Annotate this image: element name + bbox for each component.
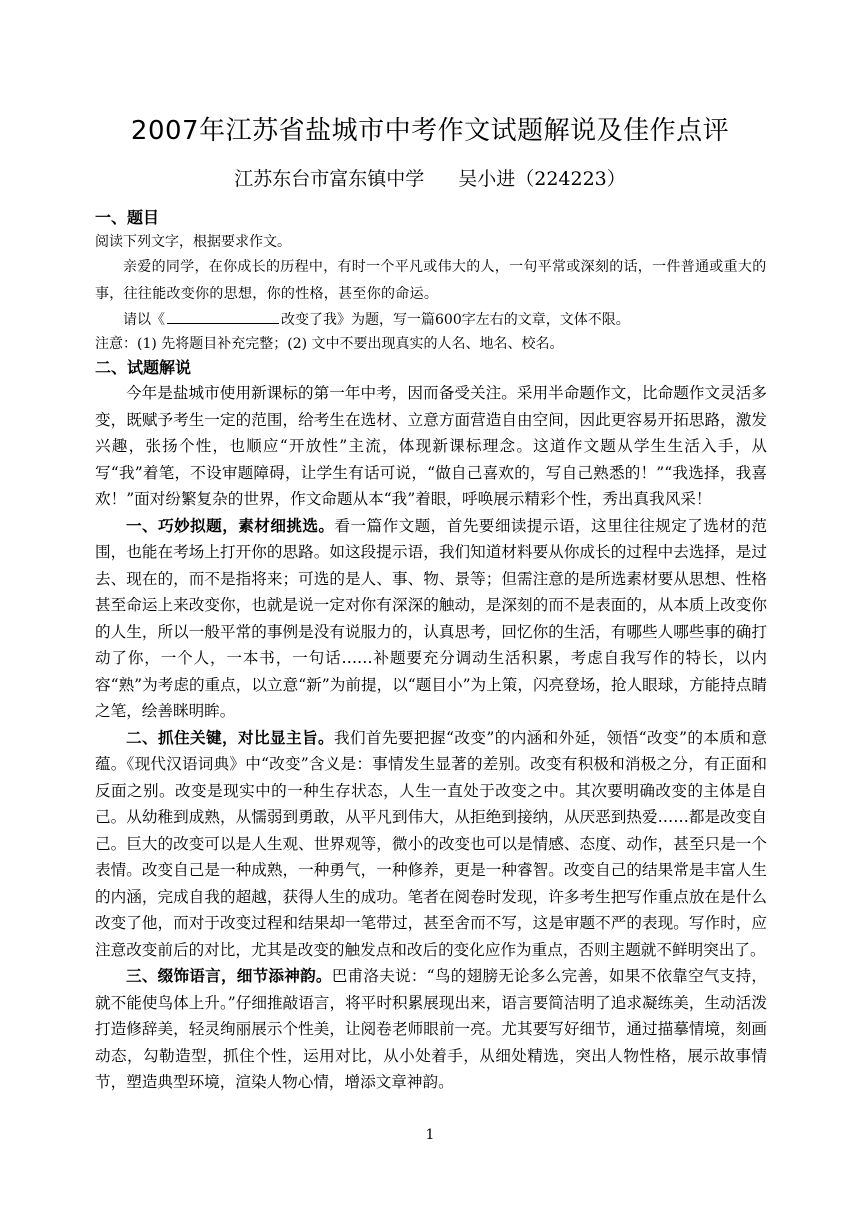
author-line [0, 164, 860, 194]
analysis-point-2 [95, 725, 767, 964]
requirement-prefix: 请以《 [123, 312, 165, 328]
point-1-text: 看一篇作文题，首先要细读提示语，这里往往规定了选材的范围，也能在考场上打开你的思路。如这段提示语，我们知道材料要从你成长的过程中去选择，是过去、现在的，而不是指将来；可选的是人、事、物、景等；但需注意的是所选素材要从思想、性格甚至命运上来改变你，也就是说一定对你有深深的触动，是深刻的而不是表面的，从本质上改变你的人生，所以一般平常的事例是没有说服力的，认真思考，回忆你的生活，有哪些人哪些事的确打动了你，一个人，一本书，一句话……补题要充分调动生活积累，考虑自我写作的特长，以内容“熟”为考虑的重点，以立意“新”为前提，以“题目小”为上策，闪亮登场，抢人眼球，方能持点睛之笔，绘善眯明眸。 [95, 516, 767, 720]
author-school: 江苏东台市富东镇中学 [234, 168, 425, 190]
point-2-title: 二、抓住关键，对比显主旨。 [126, 728, 334, 747]
page-number: 1 [425, 1127, 435, 1143]
document-title: 2007年江苏省盐城市中考作文试题解说及佳作点评 [130, 116, 730, 146]
section-heading-topic: 一、题目 [95, 208, 160, 227]
point-1-title: 一、巧妙拟题，素材细挑选。 [126, 516, 335, 535]
topic-note: 注意：(1) 先将题目补充完整；(2) 文中不要出现真实的人名、地名、校名。 [95, 336, 564, 352]
title-blank [167, 309, 279, 324]
author-name: 吴小进（224223） [458, 168, 626, 190]
topic-requirement [95, 308, 767, 332]
analysis-point-1 [95, 513, 767, 725]
analysis-intro: 今年是盐城市使用新课标的第一年中考，因而备受关注。采用半命题作文，比命题作文灵活多变，既赋予考生一定的范围，给考生在选材、立意方面营造自由空间，因此更容易开拓思路，激发兴趣，张扬个性，也顺应“开放性”主流，体现新课标理念。这道作文题从学生生活入手，从写“我”着笔，不设审题障碍，让学生有话可说，“做自己喜欢的，写自己熟悉的！”“我选择，我喜欢！”面对纷繁复杂的世界，作文命题从本“我”着眼，呼唤展示精彩个性，秀出真我风采！ [95, 384, 767, 508]
topic-instruction: 阅读下列文字，根据要求作文。 [95, 234, 291, 250]
requirement-suffix: 改变了我》为题，写一篇600字左右的文章，文体不限。 [281, 312, 630, 328]
point-2-text: 我们首先要把握“改变”的内涵和外延，领悟“改变”的本质和意蕴。《现代汉语词典》中“改变”含义是：事情发生显著的差别。改变有积极和消极之分，有正面和反面之别。改变是现实中的一种生存状态，人生一直处于改变之中。其次要明确改变的主体是自己。从幼稚到成熟，从懦弱到勇敢，从平凡到伟大，从拒绝到接纳，从厌恶到热爱……都是改变自己。巨大的改变可以是人生观、世界观等，微小的改变也可以是情感、态度、动作，甚至只是一个表情。改变自己是一种成熟，一种勇气，一种修养，更是一种睿智。改变自己的结果常是丰富人生的内涵，完成自我的超越，获得人生的成功。笔者在阅卷时发现，许多考生把写作重点放在是什么改变了他，而对于改变过程和结果却一笔带过，甚至舍而不写，这是审题不严的表现。写作时，应注意改变前后的对比，尤其是改变的触发点和改后的变化应作为重点，否则主题就不鲜明突出了。 [95, 728, 767, 959]
topic-quote: 亲爱的同学，在你成长的历程中，有时一个平凡或伟大的人，一句平常或深刻的话，一件普通或重大的事，往往能改变你的思想，你的性格，甚至你的命运。 [95, 259, 767, 302]
section-heading-analysis: 二、试题解说 [95, 358, 192, 377]
document-body [95, 206, 767, 1096]
point-3-title: 三、缀饰语言，细节添神韵。 [126, 967, 332, 985]
analysis-point-3 [95, 963, 767, 1096]
point-3-text: 巴甫洛夫说：“鸟的翅膀无论多么完善，如果不依靠空气支持，就不能使鸟体上升。”仔细推敲语言，将平时积累展现出来，语言要简洁明了追求凝练美，生动活泼打造修辞美，轻灵绚丽展示个性美，让阅卷老师眼前一亮。尤其要写好细节，通过描摹情境，刻画动态，勾勒造型，抓住个性，运用对比，从小处着手，从细处精选，突出人物性格，展示故事情节，塑造典型环境，渲染人物心情，增添文章神韵。 [95, 967, 767, 1091]
